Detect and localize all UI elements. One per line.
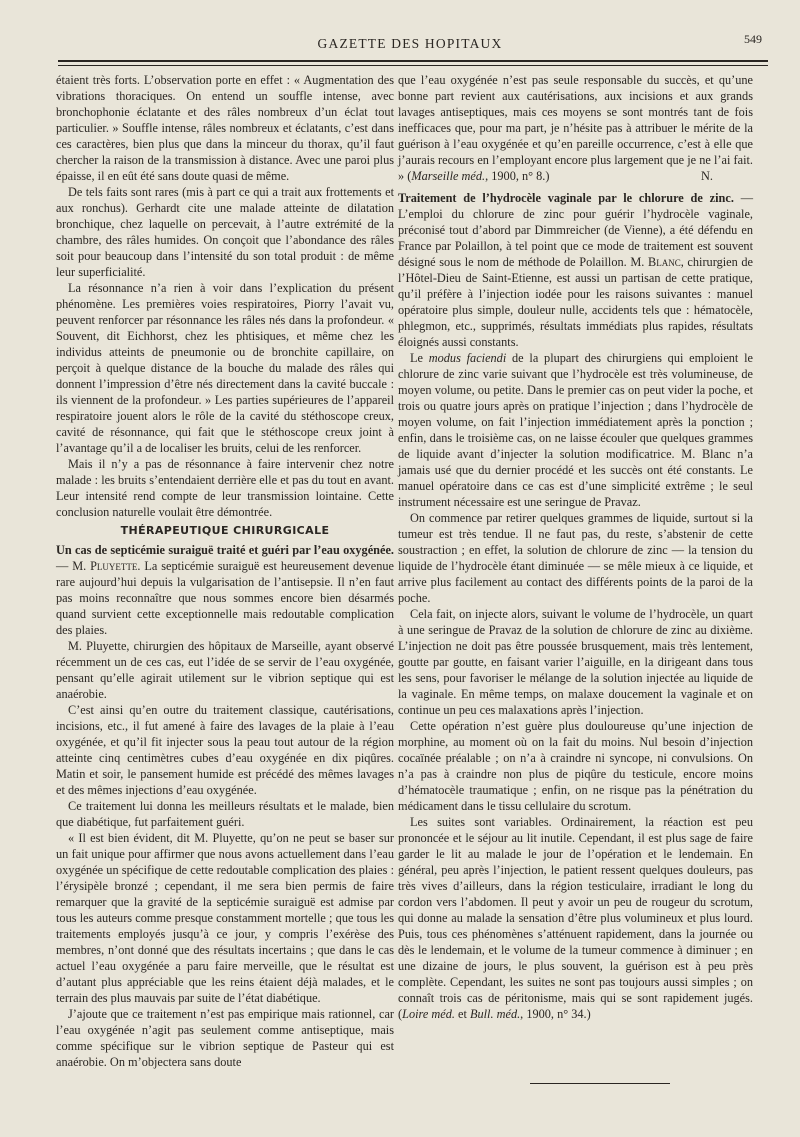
citation-mid: et bbox=[454, 1007, 470, 1021]
paragraph bbox=[398, 814, 753, 1022]
right-column bbox=[398, 72, 753, 1022]
paragraph: On commence par retirer quelques grammes de liquide, surtout si la tumeur est très tendue. Il ne faut pas, du reste, s’abstenir de cette soustraction ; en effet, la solution de chlorure de zinc — la tension du liquide de l’hydrocèle étant diminuée — se mêle mieux à ce liquide, et arrive plus facilement au contact des différents points de la paroi de la poche. bbox=[398, 511, 753, 605]
paragraph: De tels faits sont rares (mis à part ce qui a trait aux frottements et aux ronchus). Gerhardt cite une malade atteinte de dilatation bronchique, chez laquelle on percevait, à l’autre extrémité de la chambre, des râles humides. On conçoit que l’abondance des râles soit pour beaucoup dans l’intensité du son total produit : de même leur superficialité. bbox=[56, 185, 394, 279]
article-lead bbox=[56, 542, 394, 638]
paragraph-text: que l’eau oxygénée n’est pas seule responsable du succès, et qu’une bonne part revient aux cautérisations, aux incisions et aux grands lavages antiseptiques, mais ces moyens se sont montrés tant de fois inefficaces que, pour ma part, je n’hésite pas à attribuer le mérite de la guérison à l’eau oxygénée et qu’en pareille occurrence, c’est à elle que j’aurais recours en l’employant encore plus largement que je ne l’ai fait. » ( bbox=[398, 73, 753, 183]
section-title: THÉRAPEUTIQUE CHIRURGICALE bbox=[120, 524, 330, 537]
article-title: Un cas de septicémie suraiguë traité et guéri par l’eau oxygénée. bbox=[56, 543, 394, 557]
article-title: Traitement de l’hydrocèle vaginale par le chlorure de zinc. bbox=[398, 191, 734, 205]
paragraph-text: Les suites sont variables. Ordinairement, la réaction est peu prononcée et le séjour au lit inutile. Cependant, il est plus sage de faire garder le lit au malade le jour de l’opération et le lendemain. En général, peu après l’injection, le patient ressent quelques douleurs, pas très vives d’ailleurs, dans la région testiculaire, irradiant le long du cordon vers l’abdomen. Il peut y avoir un peu de rougeur du scrotum, qui donne au malade la sensation d’être plus volumineux et plus lourd. Puis, tous ces phénomènes s’atténuent rapidement, dans la journée ou dès le lendemain, et le volume de la tumeur commence à diminuer ; en une dizaine de jours, le plus souvent, la guérison est à peu près complète. Cependant, les suites ne sont pas toujours aussi simples ; on connaît trois cas de péritonisme, mais qui se sont rapidement jugés. ( bbox=[398, 815, 753, 1021]
paragraph: Cette opération n’est guère plus douloureuse qu’une injection de morphine, au moment où on la fait du moins. Nul besoin d’injection cocaïnée préalable ; on n’a à craindre ni syncope, ni convulsions. On n’a pas à craindre non plus de piqûre du testicule, encore moins d’hématocèle traumatique ; enfin, on ne risque pas la pénétration du médicament dans le tissu cellulaire du scrotum. bbox=[398, 719, 753, 813]
paragraph: Ce traitement lui donna les meilleurs résultats et le malade, bien que diabétique, fut parfaitement guéri. bbox=[56, 799, 394, 829]
article-body: — L’emploi du chlorure de zinc pour guérir l’hydrocèle vaginale, préconisé tout d’abord par Dimmreicher (de Vienne), a été défendu en France par Polaillon, à tel point que ce mode de traitement est souvent désigné sous le nom de méthode de Polaillon. M. bbox=[398, 191, 753, 269]
source-citation: Loire méd. bbox=[402, 1007, 455, 1021]
article-author: Pluyette bbox=[90, 559, 138, 573]
citation-end: , 1900, n° 8.) bbox=[485, 169, 550, 183]
header-rule bbox=[58, 60, 768, 62]
paragraph: étaient très forts. L’observation porte en effet : « Augmentation des vibrations thoraciques. On entend un souffle intense, avec bronchophonie éclatante et des râles nombreux d’un éclat tout particulier. » Souffle intense, râles nombreux et éclatants, c’est dans ces caractères, bien plus que dans la minceur du thorax, qu’il faut chercher la raison de la transmission à distance. Avec une paroi plus épaisse, il en eût été sans doute quasi de même. bbox=[56, 73, 394, 183]
paragraph: « Il est bien évident, dit M. Pluyette, qu’on ne peut se baser sur un fait unique pour affirmer que nous avons actuellement dans l’eau oxygénée un spécifique de cette redoutable complication des plaies : l’érysipèle bronzé ; cependant, il me sera bien permis de faire remarquer que la gravité de la septicémie suraiguë est admise par tous les auteurs comme presque constamment mortelle ; que tous les traitements employés jusqu’à ce jour, y compris l’exérèse des membres, n’ont donné que des résultats incertains ; que dans le cas actuel l’eau oxygénée a paru faire merveille, que le résultat est d’autant plus appréciable que les reins étaient déjà malades, et le terrain des plus mauvais par suite de l’état diabétique. bbox=[56, 831, 394, 1005]
page-header bbox=[58, 32, 762, 56]
end-rule bbox=[530, 1083, 670, 1084]
paragraph-text: de la plupart des chirurgiens qui emploient le chlorure de zinc varie suivant que l’hydrocèle est très volumineuse, de moyen volume, ou petite. Dans le premier cas on peut vider la poche, et trois ou quatre jours après on pratique l’injection ; dans l’hydrocèle de moyen volume, on fait l’injection immédiatement après la ponction ; enfin, dans le troisième cas, on ne laisse écouler que quelques grammes de liquide avant d’injecter la solution modificatrice. M. Blanc n’a jamais usé que du dernier procédé et les succès ont été constants. Le manuel opératoire dans ce cas est d’une simplicité extrême ; le seul instrument nécessaire est une seringue de Pravaz. bbox=[398, 351, 753, 509]
source-citation: Bull. méd. bbox=[469, 1007, 521, 1021]
article-body: . La septicémie suraiguë est heureusement devenue rare aujourd’hui depuis la vulgarisation de l’antisepsie. Il n’en faut pas moins reconnaître que nous sommes encore bien désarmés quand survient cette exceptionnelle mais redoutable complication des plaies. bbox=[56, 559, 394, 637]
signature: N. bbox=[701, 169, 713, 183]
header-rule-thin bbox=[58, 65, 768, 66]
paragraph: Mais il n’y a pas de résonnance à faire intervenir chez notre malade : les bruits s’entendaient derrière elle et pas du tout en avant. Leur intensité rend compte de leur transmission lointaine. Cette conclusion naturelle voulait être démontrée. bbox=[56, 457, 394, 519]
paragraph: M. Pluyette, chirurgien des hôpitaux de Marseille, ayant observé récemment un de ces cas, eut l’idée de se servir de l’eau oxygénée, pensant qu’elle agirait utilement sur le vibrion septique qui est anaérobie. bbox=[56, 639, 394, 701]
article-body-cont: , chirurgien de l’Hôtel-Dieu de Saint-Etienne, est aussi un partisan de cette pratique, qu’il préfère à l’injection iodée pour les raisons suivantes : manuel opératoire plus simple, douleur nulle, accidents tels que : hématocèle, phlegmon, etc., supprimés, résultats immédiats plus rapides, résultats éloignés aussi constants. bbox=[398, 255, 753, 349]
article-lead bbox=[398, 190, 753, 350]
source-citation: Marseille méd. bbox=[411, 169, 486, 183]
paragraph: C’est ainsi qu’en outre du traitement classique, cautérisations, incisions, etc., il fut amené à faire des lavages de la plaie à l’eau oxygénée, et qu’il fit injecter sous la peau tout autour de la région atteinte cinq centimètres cubes d’eau oxygénée en dix piqûres. Matin et soir, le pansement humide est précédé des mêmes lavages et des mêmes injections d’eau oxygénée. bbox=[56, 703, 394, 797]
paragraph: J’ajoute que ce traitement n’est pas empirique mais rationnel, car l’eau oxygénée n’agit pas seulement comme antiseptique, mais comme spécifique sur le vibrion septique de Pasteur qui est anaérobie. On m’objectera sans doute bbox=[56, 1007, 394, 1069]
running-title: GAZETTE DES HOPITAUX bbox=[317, 36, 503, 51]
paragraph: La résonnance n’a rien à voir dans l’explication du présent phénomène. Les premières voies respiratoires, Piorry l’avait vu, peuvent renforcer par résonnance les râles nés dans la profondeur. « Souvent, dit Eichhorst, chez les phtisiques, et même chez les individus atteints de pneumonie ou de bronchite capillaire, on perçoit à quelque distance de la bouche du malade des râles qui donnent l’impression d’être nés directement dans la cavité buccale : ils viennent de la profondeur. » Les parties supérieures de l’appareil respiratoire jouent alors le rôle de la cavité du stéthoscope creux, cavité de résonnance, qui fait que le stéthoscope creux joint à l’avantage qu’il a de localiser les bruits, celui de les renforcer. bbox=[56, 281, 394, 455]
paragraph bbox=[398, 72, 753, 184]
citation-end: , 1900, n° 34.) bbox=[520, 1007, 591, 1021]
paragraph: Cela fait, on injecte alors, suivant le volume de l’hydrocèle, un quart à une seringue de Pravaz de la solution de chlorure de zinc au dixième. L’injection ne doit pas être poussée brusquement, mais très lentement, goutte par goutte, en faisant varier l’aiguille, en la dirigeant dans tous les sens, pour favoriser le mélange de la solution injectée au liquide de la vaginale. En même temps, on malaxe doucement la vaginale et on continue un peu ces malaxations après l’injection. bbox=[398, 607, 753, 717]
left-column bbox=[56, 72, 394, 1070]
paragraph bbox=[398, 350, 753, 510]
author-prefix: — M. bbox=[56, 559, 91, 573]
latin-term: modus faciendi bbox=[428, 351, 507, 365]
page-number: 549 bbox=[744, 32, 762, 46]
article-author: Blanc bbox=[648, 255, 681, 269]
paragraph-prefix: Le bbox=[410, 351, 429, 365]
